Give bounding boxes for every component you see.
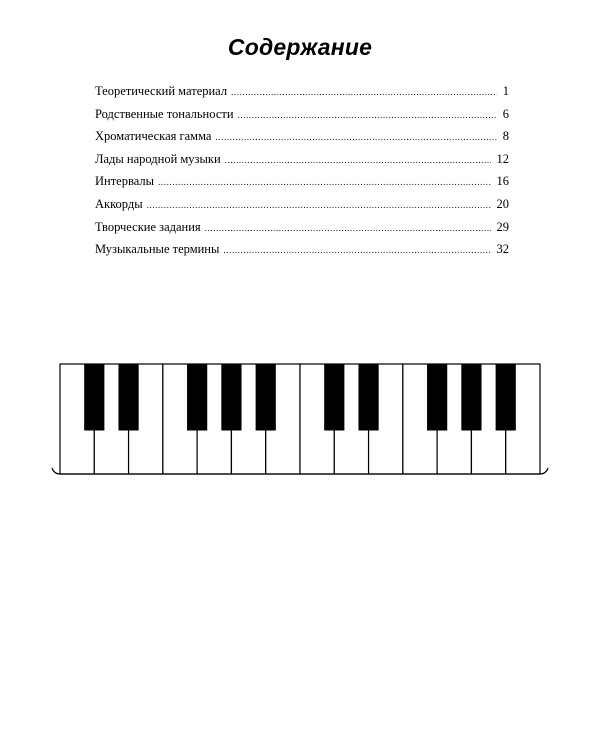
toc-entry-page: 6	[502, 106, 509, 121]
black-key	[359, 364, 378, 430]
toc-entry	[95, 152, 509, 175]
black-key	[188, 364, 207, 430]
toc-entry	[95, 107, 509, 130]
black-key	[256, 364, 275, 430]
toc-entry-title: Теоретический материал	[95, 84, 228, 98]
black-key	[462, 364, 481, 430]
toc-dot-leader	[223, 245, 490, 255]
toc-dot-leader	[158, 177, 490, 187]
black-key	[428, 364, 447, 430]
page-title: Содержание	[227, 34, 373, 60]
toc-dot-leader	[147, 200, 491, 210]
toc-entry-title: Родственные тональности	[95, 106, 234, 121]
toc-entry	[95, 84, 509, 107]
piano-keyboard-illustration	[50, 360, 550, 490]
toc-dot-leader	[225, 155, 491, 165]
toc-entry-title: Хроматическая гамма	[95, 129, 212, 144]
toc-entry	[95, 129, 509, 152]
toc-entry-title: Творческие задания	[95, 219, 201, 234]
toc-entry-title: Лады народной музыки	[95, 151, 221, 166]
toc-entry-title: Музыкальные термины	[95, 242, 220, 257]
toc-entry-title: Аккорды	[95, 196, 143, 211]
toc-dot-leader	[231, 87, 497, 97]
toc-entry-page: 29	[496, 219, 509, 234]
black-key	[325, 364, 344, 430]
toc-entry-page: 8	[502, 129, 509, 144]
toc-dot-leader	[215, 132, 496, 142]
table-of-contents	[95, 84, 509, 265]
toc-dot-leader	[205, 223, 491, 233]
toc-entry	[95, 220, 509, 243]
toc-entry-page: 16	[496, 174, 509, 189]
toc-entry	[95, 242, 509, 265]
black-key	[85, 364, 104, 430]
toc-dot-leader	[238, 110, 497, 120]
toc-entry-page: 12	[496, 151, 509, 166]
toc-entry	[95, 174, 509, 197]
black-key	[119, 364, 138, 430]
black-key	[222, 364, 241, 430]
toc-entry-page: 1	[502, 84, 509, 98]
toc-entry	[95, 197, 509, 220]
toc-entry-title: Интервалы	[95, 174, 155, 189]
toc-entry-page: 20	[496, 196, 509, 211]
black-key	[496, 364, 515, 430]
toc-entry-page: 32	[496, 242, 509, 257]
